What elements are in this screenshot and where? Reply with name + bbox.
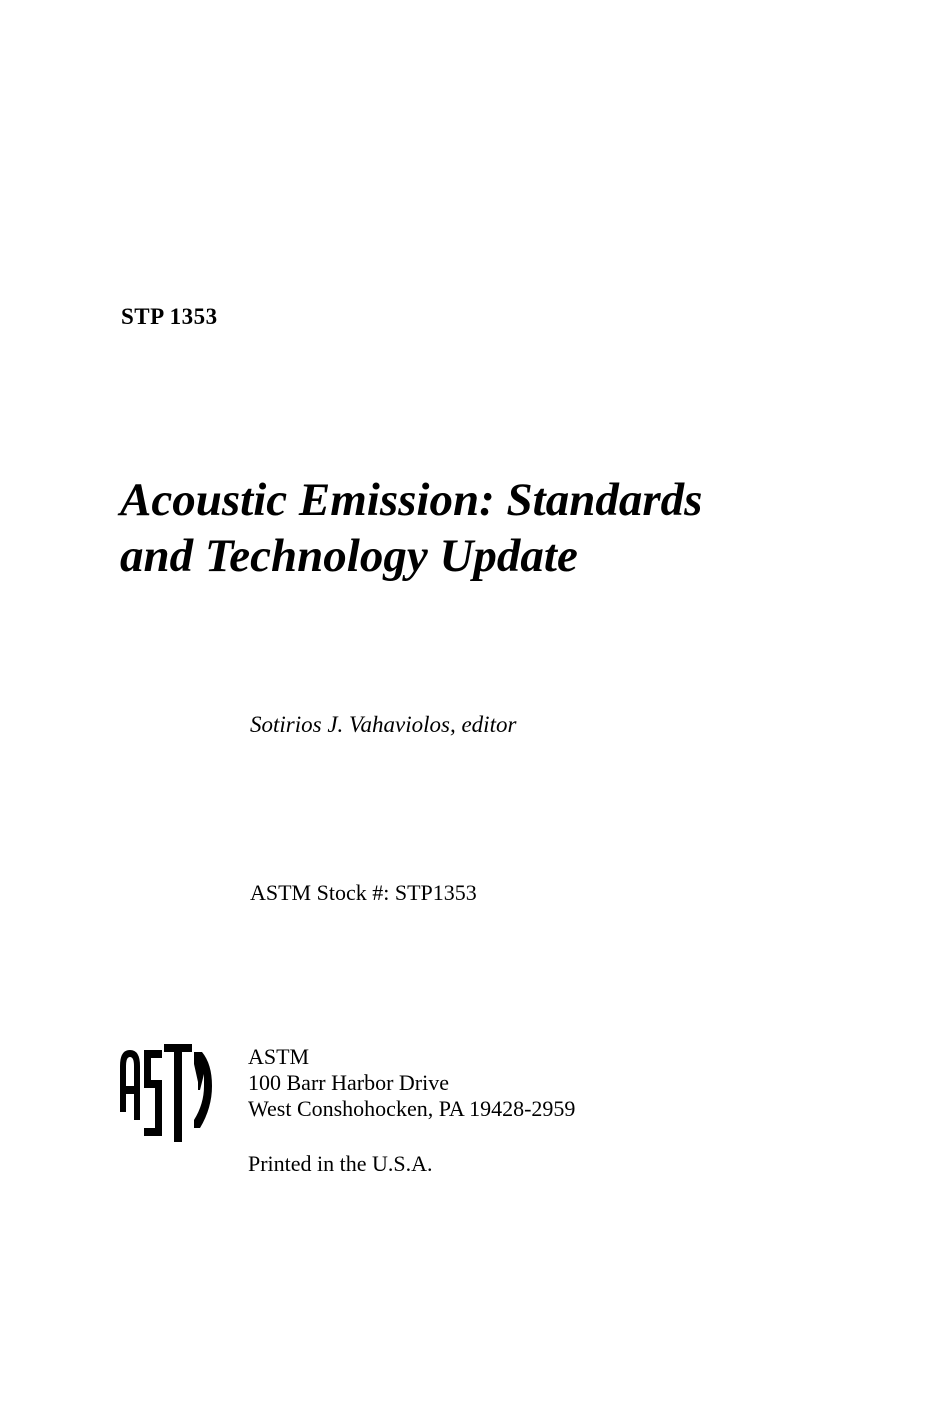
title-line-1: Acoustic Emission: Standards (120, 474, 703, 526)
editor-credit: Sotirios J. Vahaviolos, editor (250, 712, 517, 737)
publisher-address (248, 1044, 575, 1122)
printed-note: Printed in the U.S.A. (248, 1151, 433, 1176)
astm-logo-icon (118, 1042, 214, 1142)
address-city: West Conshohocken, PA 19428-2959 (248, 1096, 576, 1121)
series-number: STP 1353 (121, 304, 218, 329)
publisher-name: ASTM (248, 1044, 310, 1069)
title-line-2: and Technology Update (120, 530, 578, 582)
stock-number: ASTM Stock #: STP1353 (250, 880, 477, 905)
book-title (120, 472, 840, 584)
address-street: 100 Barr Harbor Drive (248, 1070, 449, 1095)
